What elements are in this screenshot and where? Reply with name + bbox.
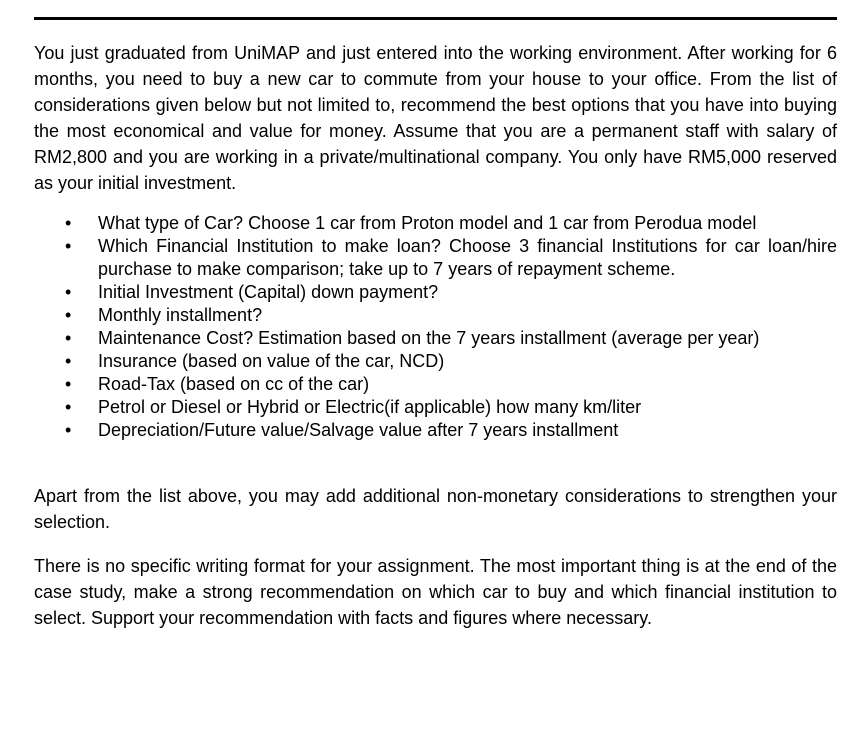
list-item-text: Petrol or Diesel or Hybrid or Electric(if applicable) how many km/liter	[98, 397, 642, 417]
list-item	[34, 419, 837, 442]
bullet-icon: •	[65, 328, 72, 348]
bullet-icon: •	[65, 236, 72, 256]
additional-considerations-paragraph: Apart from the list above, you may add additional non-monetary considerations to strengthen your selection.	[34, 486, 837, 532]
list-item	[34, 350, 837, 373]
bullet-icon: •	[65, 213, 72, 233]
list-item-text: Which Financial Institution to make loan? Choose 3 financial Institutions for car loan/hire purchase to make comparison; take up to 7 years of repayment scheme.	[98, 236, 837, 279]
list-item	[34, 396, 837, 419]
bullet-icon: •	[65, 305, 72, 325]
list-item	[34, 235, 837, 281]
list-item-text: Insurance (based on value of the car, NCD)	[98, 351, 445, 371]
list-item-text: Monthly installment?	[98, 305, 263, 325]
bullet-icon: •	[65, 420, 72, 440]
considerations-list	[34, 212, 837, 442]
writing-format-paragraph: There is no specific writing format for your assignment. The most important thing is at the end of the case study, make a strong recommendation on which car to buy and which financial institution to select. Support your recommendation with facts and figures where necessary.	[34, 556, 837, 628]
top-horizontal-rule	[34, 17, 837, 20]
list-item-text: Initial Investment (Capital) down payment?	[98, 282, 439, 302]
bullet-icon: •	[65, 282, 72, 302]
list-item	[34, 281, 837, 304]
list-item	[34, 304, 837, 327]
list-item-text: Road-Tax (based on cc of the car)	[98, 374, 370, 394]
list-item-text: Depreciation/Future value/Salvage value after 7 years installment	[98, 420, 619, 440]
intro-paragraph: You just graduated from UniMAP and just entered into the working environment. After working for 6 months, you need to buy a new car to commute from your house to your office. From the list of considerations given below but not limited to, recommend the best options that you have into buying the most economical and value for money. Assume that you are a permanent staff with salary of RM2,800 and you are working in a private/multinational company. You only have RM5,000 reserved as your initial investment.	[34, 43, 837, 193]
list-item-text: What type of Car? Choose 1 car from Proton model and 1 car from Perodua model	[98, 213, 757, 233]
list-item	[34, 212, 837, 235]
bullet-icon: •	[65, 397, 72, 417]
list-item	[34, 327, 837, 350]
bullet-icon: •	[65, 351, 72, 371]
list-item	[34, 373, 837, 396]
list-item-text: Maintenance Cost? Estimation based on the 7 years installment (average per year)	[98, 328, 760, 348]
bullet-icon: •	[65, 374, 72, 394]
